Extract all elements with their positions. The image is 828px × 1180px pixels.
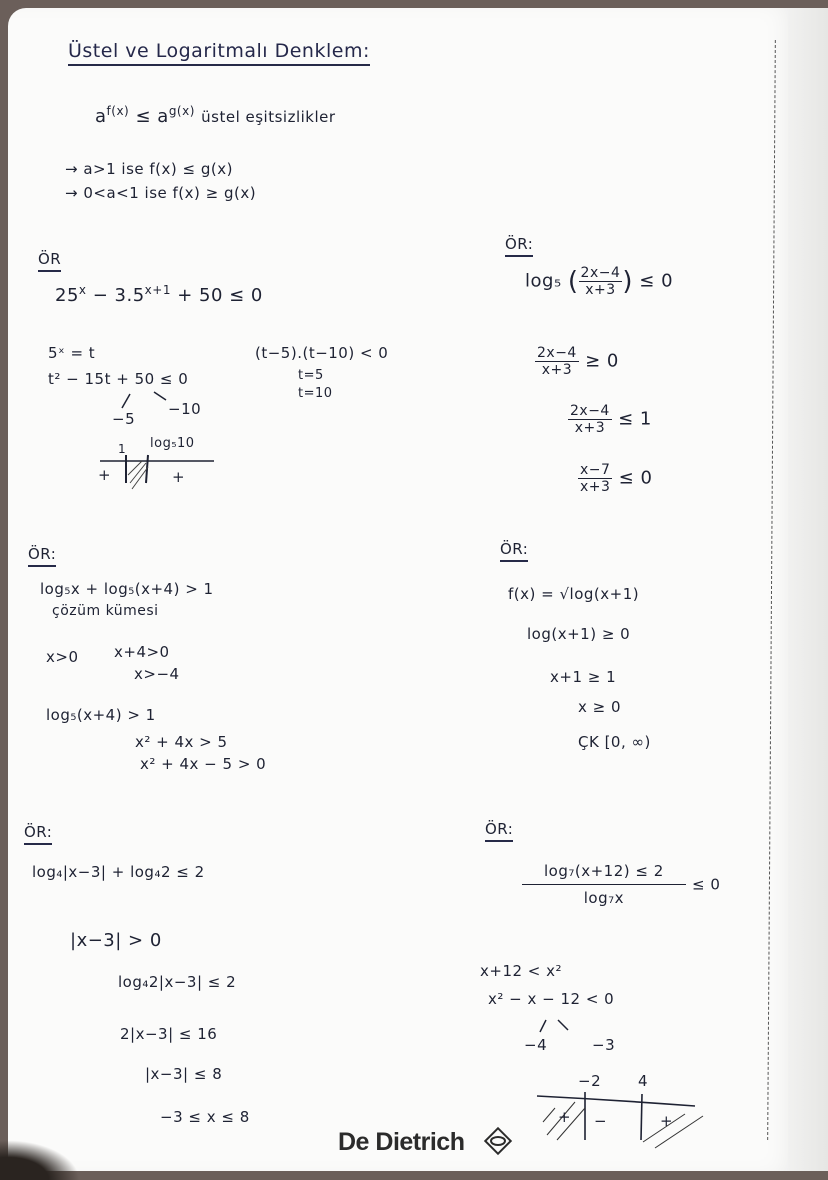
page-title: Üstel ve Logaritmalı Denklem: [68,40,370,66]
example-3-step: x>−4 [134,665,180,683]
log-prefix: log₅ [525,270,562,292]
sign-table-sign: + [98,466,112,484]
example-3-step: log₅(x+4) > 1 [46,706,156,724]
example-5-step: log₄2|x−3| ≤ 2 [118,973,237,991]
example-3-label: ÖR: [28,545,56,567]
example-6-step: x² − x − 12 < 0 [488,990,615,1008]
sign-table-label: log₅10 [150,436,195,451]
sign-table-label: 4 [638,1072,649,1090]
fraction: $\frac{2x-4}{x+3}$ [580,265,621,298]
example-6-root: −4 [524,1036,548,1054]
example-1-step: t² − 15t + 50 ≤ 0 [48,370,189,388]
example-3-step: x² + 4x > 5 [135,733,228,751]
sign-table-label: 1 [118,442,127,456]
intro-rule [95,104,336,127]
example-4-step: x+1 ≥ 1 [550,668,617,686]
example-4-step: ÇK [0, ∞) [578,733,651,751]
example-1-step: 5ˣ = t [48,344,96,362]
brand-logo-text: De Dietrich [338,1128,465,1156]
example-1-root: −10 [168,400,202,418]
sign-table-label: −2 [578,1072,602,1090]
de-dietrich-diamond-logo-icon [482,1125,514,1157]
factor-branches [110,390,170,410]
photo-shadow [0,1140,80,1180]
example-6-root: −3 [592,1036,616,1054]
problem-exp1: x [78,283,87,297]
example-3-step: x+4>0 [114,643,170,661]
example-3-step: x>0 [46,648,79,666]
sign-table-sign: + [558,1108,572,1126]
example-3-subtitle: çözüm kümesi [52,603,159,619]
problem-exp2: x+1 [144,283,171,297]
example-3-step: x² + 4x − 5 > 0 [140,755,267,773]
example-1-problem [55,283,263,306]
example-2-problem: log₅ ( $\frac{2x-4}{x+3}$ ) ≤ 0 [525,265,674,298]
example-5-step: |x−3| ≤ 8 [145,1065,223,1083]
example-1-root: −5 [112,410,136,428]
example-1-step: t=5 [298,368,324,383]
example-2-label: ÖR: [505,235,533,257]
example-5-label: ÖR: [24,823,52,845]
rule-mid: ≤ a [135,106,169,127]
example-1-step: (t−5).(t−10) < 0 [255,344,389,362]
example-5-step: −3 ≤ x ≤ 8 [160,1108,250,1126]
example-4-label: ÖR: [500,540,528,562]
page-edge [788,8,828,1171]
example-6-problem: $\frac{\text{log₇(x+12) ≤ 2}}{\text{log₇x}}$ ≤ 0 [522,858,720,911]
rule-text: üstel eşitsizlikler [201,108,336,126]
example-2-step: $\frac{x-7}{x+3}$ ≤ 0 [580,462,653,495]
example-4-step: x ≥ 0 [578,698,622,716]
problem-mid: − 3.5 [86,285,145,306]
factor-branches [530,1018,580,1034]
example-6-label: ÖR: [485,820,513,842]
intro-case-1: → a>1 ise f(x) ≤ g(x) [65,160,233,178]
problem-base: 25 [55,285,79,306]
sign-table-1 [98,455,218,495]
rule-exp-left: f(x) [106,104,130,118]
example-3-problem: log₅x + log₅(x+4) > 1 [40,580,214,598]
example-5-problem: log₄|x−3| + log₄2 ≤ 2 [32,863,205,881]
example-5-step: |x−3| > 0 [70,930,162,951]
problem-end: + 50 ≤ 0 [170,285,263,306]
example-6-step: x+12 < x² [480,962,563,980]
sign-table-sign: + [660,1112,674,1130]
rule-base: a [95,106,107,127]
example-2-step: $\frac{2x-4}{x+3}$ ≥ 0 [537,345,619,378]
sign-table-sign: + [172,468,186,486]
relation: ≤ 0 [692,875,721,894]
sign-table-sign: − [594,1112,608,1130]
relation: ≤ 0 [633,270,674,292]
example-5-step: 2|x−3| ≤ 16 [120,1025,218,1043]
example-1-label: ÖR [38,250,61,272]
intro-case-2: → 0<a<1 ise f(x) ≥ g(x) [65,184,257,202]
example-4-step: log(x+1) ≥ 0 [527,625,631,643]
rule-exp-right: g(x) [168,104,195,118]
example-1-step: t=10 [298,386,333,401]
example-2-step: $\frac{2x-4}{x+3}$ ≤ 1 [570,403,652,436]
example-4-problem: f(x) = √log(x+1) [508,585,640,603]
